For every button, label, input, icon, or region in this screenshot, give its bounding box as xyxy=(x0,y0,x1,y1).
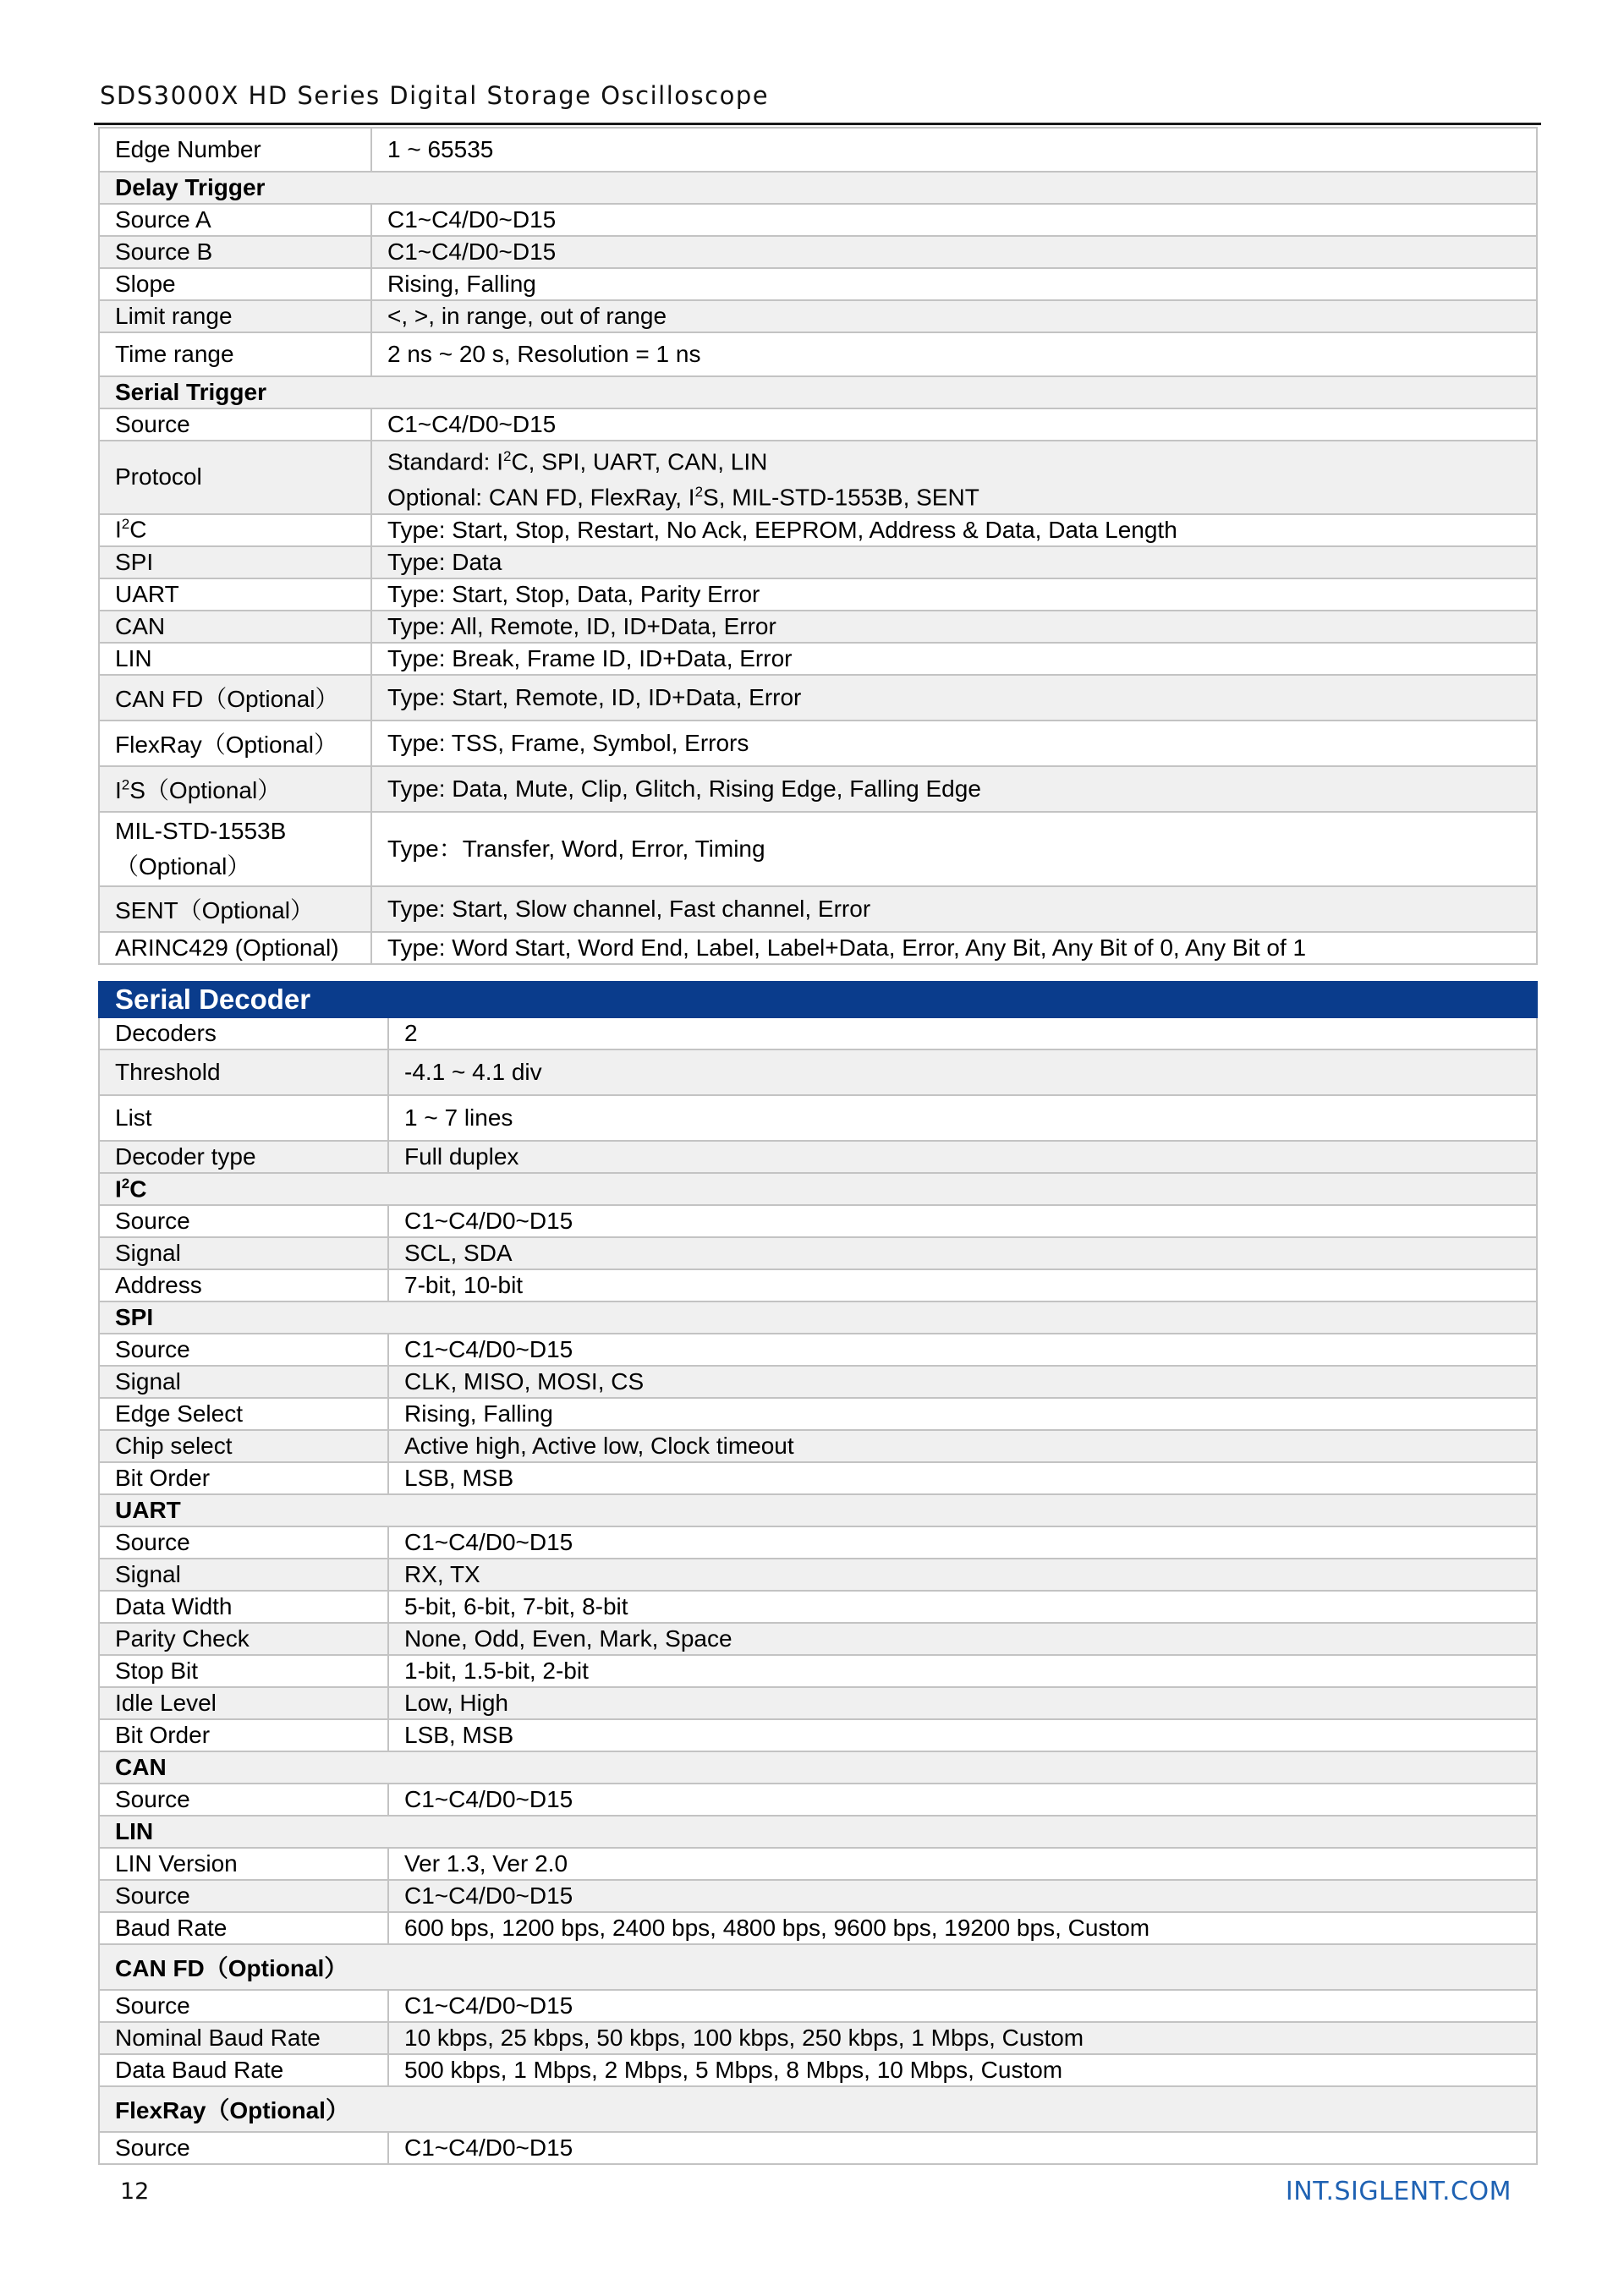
table-row xyxy=(99,1623,1537,1655)
table-row xyxy=(99,578,1537,611)
section-heading-can-fd xyxy=(99,1944,1537,1990)
row-label: Source xyxy=(99,1784,388,1816)
table-row xyxy=(99,812,1537,886)
table-row xyxy=(99,236,1537,268)
protocol-standard-line: Standard: $I^2C$, SPI, UART, CAN, LIN xyxy=(387,448,768,475)
row-label: Stop Bit xyxy=(99,1655,388,1687)
serial-decoder-spec-table xyxy=(98,981,1538,2165)
row-label: SPI xyxy=(99,546,371,578)
section-title: Serial Trigger xyxy=(99,376,1537,408)
row-value: Type: Start, Remote, ID, ID+Data, Error xyxy=(371,675,1537,721)
table-row xyxy=(99,1141,1537,1173)
row-label: Source A xyxy=(99,204,371,236)
row-value: C1~C4/D0~D15 xyxy=(388,1334,1537,1366)
section-heading-serial-trigger xyxy=(99,376,1537,408)
row-label: Bit Order xyxy=(99,1719,388,1751)
row-label: Nominal Baud Rate xyxy=(99,2022,388,2054)
table-row xyxy=(99,611,1537,643)
table-row xyxy=(99,1095,1537,1141)
row-value: C1~C4/D0~D15 xyxy=(388,2132,1537,2164)
row-label: Chip select xyxy=(99,1430,388,1462)
row-value: 5-bit, 6-bit, 7-bit, 8-bit xyxy=(388,1591,1537,1623)
row-value: Ver 1.3, Ver 2.0 xyxy=(388,1848,1537,1880)
row-value: Type: Start, Slow channel, Fast channel, Error xyxy=(371,886,1537,932)
section-title: LIN xyxy=(99,1816,1537,1848)
table-row xyxy=(99,1237,1537,1269)
table-row xyxy=(99,2132,1537,2164)
page-header-title: SDS3000X HD Series Digital Storage Oscilloscope xyxy=(100,81,770,110)
row-label: Decoder type xyxy=(99,1141,388,1173)
row-value: Rising, Falling xyxy=(371,268,1537,300)
table-row xyxy=(99,1430,1537,1462)
table-row xyxy=(99,1017,1537,1049)
table-row xyxy=(99,766,1537,812)
row-value: C1~C4/D0~D15 xyxy=(388,1880,1537,1912)
row-label: Source xyxy=(99,1205,388,1237)
row-value: 7-bit, 10-bit xyxy=(388,1269,1537,1301)
protocol-optional-line: Optional: CAN FD, FlexRay, $I^2S$, MIL-STD-1553B, SENT xyxy=(387,484,979,511)
row-label: LIN Version xyxy=(99,1848,388,1880)
row-label: $I^2S(Optional)$ xyxy=(99,766,371,812)
row-label: Source xyxy=(99,2132,388,2164)
table-row xyxy=(99,1990,1537,2022)
table-row xyxy=(99,2022,1537,2054)
row-value: Type: Word Start, Word End, Label, Label+Data, Error, Any Bit, Any Bit of 0, Any Bit of 1 xyxy=(371,932,1537,964)
table-row xyxy=(99,1049,1537,1095)
row-value: Type: Data, Mute, Clip, Glitch, Rising Edge, Falling Edge xyxy=(371,766,1537,812)
table-row xyxy=(99,1848,1537,1880)
row-value xyxy=(371,441,1537,514)
row-label: Limit range xyxy=(99,300,371,332)
table-row xyxy=(99,1687,1537,1719)
table-row xyxy=(99,1784,1537,1816)
table-row xyxy=(99,1462,1537,1494)
section-heading-spi xyxy=(99,1301,1537,1334)
row-value: C1~C4/D0~D15 xyxy=(371,204,1537,236)
table-row xyxy=(99,300,1537,332)
table-row xyxy=(99,1719,1537,1751)
table-row xyxy=(99,1655,1537,1687)
row-label: Baud Rate xyxy=(99,1912,388,1944)
section-heading-flexray xyxy=(99,2086,1537,2132)
row-value: <, >, in range, out of range xyxy=(371,300,1537,332)
section-title: CAN xyxy=(99,1751,1537,1784)
page-number: 12 xyxy=(120,2178,150,2205)
table-row xyxy=(99,675,1537,721)
row-label: LIN xyxy=(99,643,371,675)
row-value: Type: Start, Stop, Restart, No Ack, EEPROM, Address & Data, Data Length xyxy=(371,514,1537,546)
row-value: Active high, Active low, Clock timeout xyxy=(388,1430,1537,1462)
row-label: Parity Check xyxy=(99,1623,388,1655)
section-title: Delay Trigger xyxy=(99,172,1537,204)
trigger-spec-table xyxy=(98,127,1538,965)
row-label: Protocol xyxy=(99,441,371,514)
section-heading-delay-trigger xyxy=(99,172,1537,204)
table-title: Serial Decoder xyxy=(99,982,1537,1017)
section-title: FlexRay（Optional） xyxy=(99,2086,1537,2132)
row-value: C1~C4/D0~D15 xyxy=(388,1990,1537,2022)
table-row xyxy=(99,1366,1537,1398)
row-label: FlexRay（Optional） xyxy=(99,721,371,766)
row-label: Source xyxy=(99,408,371,441)
row-value: 1 ~ 65535 xyxy=(371,128,1537,172)
row-value: C1~C4/D0~D15 xyxy=(388,1205,1537,1237)
row-value: C1~C4/D0~D15 xyxy=(371,236,1537,268)
table-row xyxy=(99,932,1537,964)
section-title: UART xyxy=(99,1494,1537,1526)
row-value: LSB, MSB xyxy=(388,1462,1537,1494)
row-label: SENT（Optional） xyxy=(99,886,371,932)
row-value: 2 ns ~ 20 s, Resolution = 1 ns xyxy=(371,332,1537,376)
table-row xyxy=(99,441,1537,514)
table-row xyxy=(99,1334,1537,1366)
row-label: Source xyxy=(99,1990,388,2022)
section-heading-i2c xyxy=(99,1173,1537,1205)
row-label: Idle Level xyxy=(99,1687,388,1719)
row-label: Threshold xyxy=(99,1049,388,1095)
table-row xyxy=(99,1912,1537,1944)
row-label: Data Width xyxy=(99,1591,388,1623)
row-label: Address xyxy=(99,1269,388,1301)
row-label: Source B xyxy=(99,236,371,268)
table-row xyxy=(99,332,1537,376)
row-value: C1~C4/D0~D15 xyxy=(388,1784,1537,1816)
row-value: -4.1 ~ 4.1 div xyxy=(388,1049,1537,1095)
row-label: MIL-STD-1553B （Optional） xyxy=(99,812,371,886)
row-label: ARINC429 (Optional) xyxy=(99,932,371,964)
section-heading-can xyxy=(99,1751,1537,1784)
row-label: Bit Order xyxy=(99,1462,388,1494)
row-label: Signal xyxy=(99,1559,388,1591)
row-label: Signal xyxy=(99,1366,388,1398)
section-title: CAN FD（Optional） xyxy=(99,1944,1537,1990)
table-row xyxy=(99,1591,1537,1623)
row-value: Type: TSS, Frame, Symbol, Errors xyxy=(371,721,1537,766)
table-row xyxy=(99,514,1537,546)
footer-website-link[interactable]: INT.SIGLENT.COM xyxy=(1285,2177,1512,2206)
table-row xyxy=(99,1526,1537,1559)
row-label: Time range xyxy=(99,332,371,376)
row-value: 10 kbps, 25 kbps, 50 kbps, 100 kbps, 250 kbps, 1 Mbps, Custom xyxy=(388,2022,1537,2054)
row-label: $I^2C$ xyxy=(99,514,371,546)
table-row xyxy=(99,204,1537,236)
section-title: $I^2C$ xyxy=(99,1173,1537,1205)
table-row xyxy=(99,1880,1537,1912)
row-label: Decoders xyxy=(99,1017,388,1049)
table-row xyxy=(99,1398,1537,1430)
row-value: Type: Start, Stop, Data, Parity Error xyxy=(371,578,1537,611)
row-value: 1 ~ 7 lines xyxy=(388,1095,1537,1141)
table-row xyxy=(99,643,1537,675)
row-value: Type：Transfer, Word, Error, Timing xyxy=(371,812,1537,886)
row-value: Type: Break, Frame ID, ID+Data, Error xyxy=(371,643,1537,675)
table-row xyxy=(99,1205,1537,1237)
row-label: Data Baud Rate xyxy=(99,2054,388,2086)
row-value: Full duplex xyxy=(388,1141,1537,1173)
table-row xyxy=(99,886,1537,932)
row-label: Edge Select xyxy=(99,1398,388,1430)
row-label: Edge Number xyxy=(99,128,371,172)
table-row xyxy=(99,1269,1537,1301)
table-row xyxy=(99,1559,1537,1591)
table-row xyxy=(99,546,1537,578)
row-label: Signal xyxy=(99,1237,388,1269)
table-header xyxy=(99,982,1537,1017)
row-value: Type: Data xyxy=(371,546,1537,578)
row-value: 2 xyxy=(388,1017,1537,1049)
section-heading-lin xyxy=(99,1816,1537,1848)
row-label: Source xyxy=(99,1526,388,1559)
row-value: C1~C4/D0~D15 xyxy=(371,408,1537,441)
row-label: UART xyxy=(99,578,371,611)
row-value: SCL, SDA xyxy=(388,1237,1537,1269)
table-row xyxy=(99,268,1537,300)
row-value: Low, High xyxy=(388,1687,1537,1719)
row-value: 500 kbps, 1 Mbps, 2 Mbps, 5 Mbps, 8 Mbps, 10 Mbps, Custom xyxy=(388,2054,1537,2086)
row-label: CAN xyxy=(99,611,371,643)
row-value: C1~C4/D0~D15 xyxy=(388,1526,1537,1559)
row-label: List xyxy=(99,1095,388,1141)
row-value: None, Odd, Even, Mark, Space xyxy=(388,1623,1537,1655)
header-rule xyxy=(94,123,1541,125)
row-value: 1-bit, 1.5-bit, 2-bit xyxy=(388,1655,1537,1687)
section-heading-uart xyxy=(99,1494,1537,1526)
table-row xyxy=(99,2054,1537,2086)
row-value: 600 bps, 1200 bps, 2400 bps, 4800 bps, 9600 bps, 19200 bps, Custom xyxy=(388,1912,1537,1944)
section-title: SPI xyxy=(99,1301,1537,1334)
table-row xyxy=(99,128,1537,172)
row-label: Slope xyxy=(99,268,371,300)
row-label: CAN FD（Optional） xyxy=(99,675,371,721)
row-label: Source xyxy=(99,1334,388,1366)
row-value: Type: All, Remote, ID, ID+Data, Error xyxy=(371,611,1537,643)
row-value: CLK, MISO, MOSI, CS xyxy=(388,1366,1537,1398)
row-value: Rising, Falling xyxy=(388,1398,1537,1430)
table-row xyxy=(99,408,1537,441)
row-value: RX, TX xyxy=(388,1559,1537,1591)
table-row xyxy=(99,721,1537,766)
row-value: LSB, MSB xyxy=(388,1719,1537,1751)
row-label: Source xyxy=(99,1880,388,1912)
